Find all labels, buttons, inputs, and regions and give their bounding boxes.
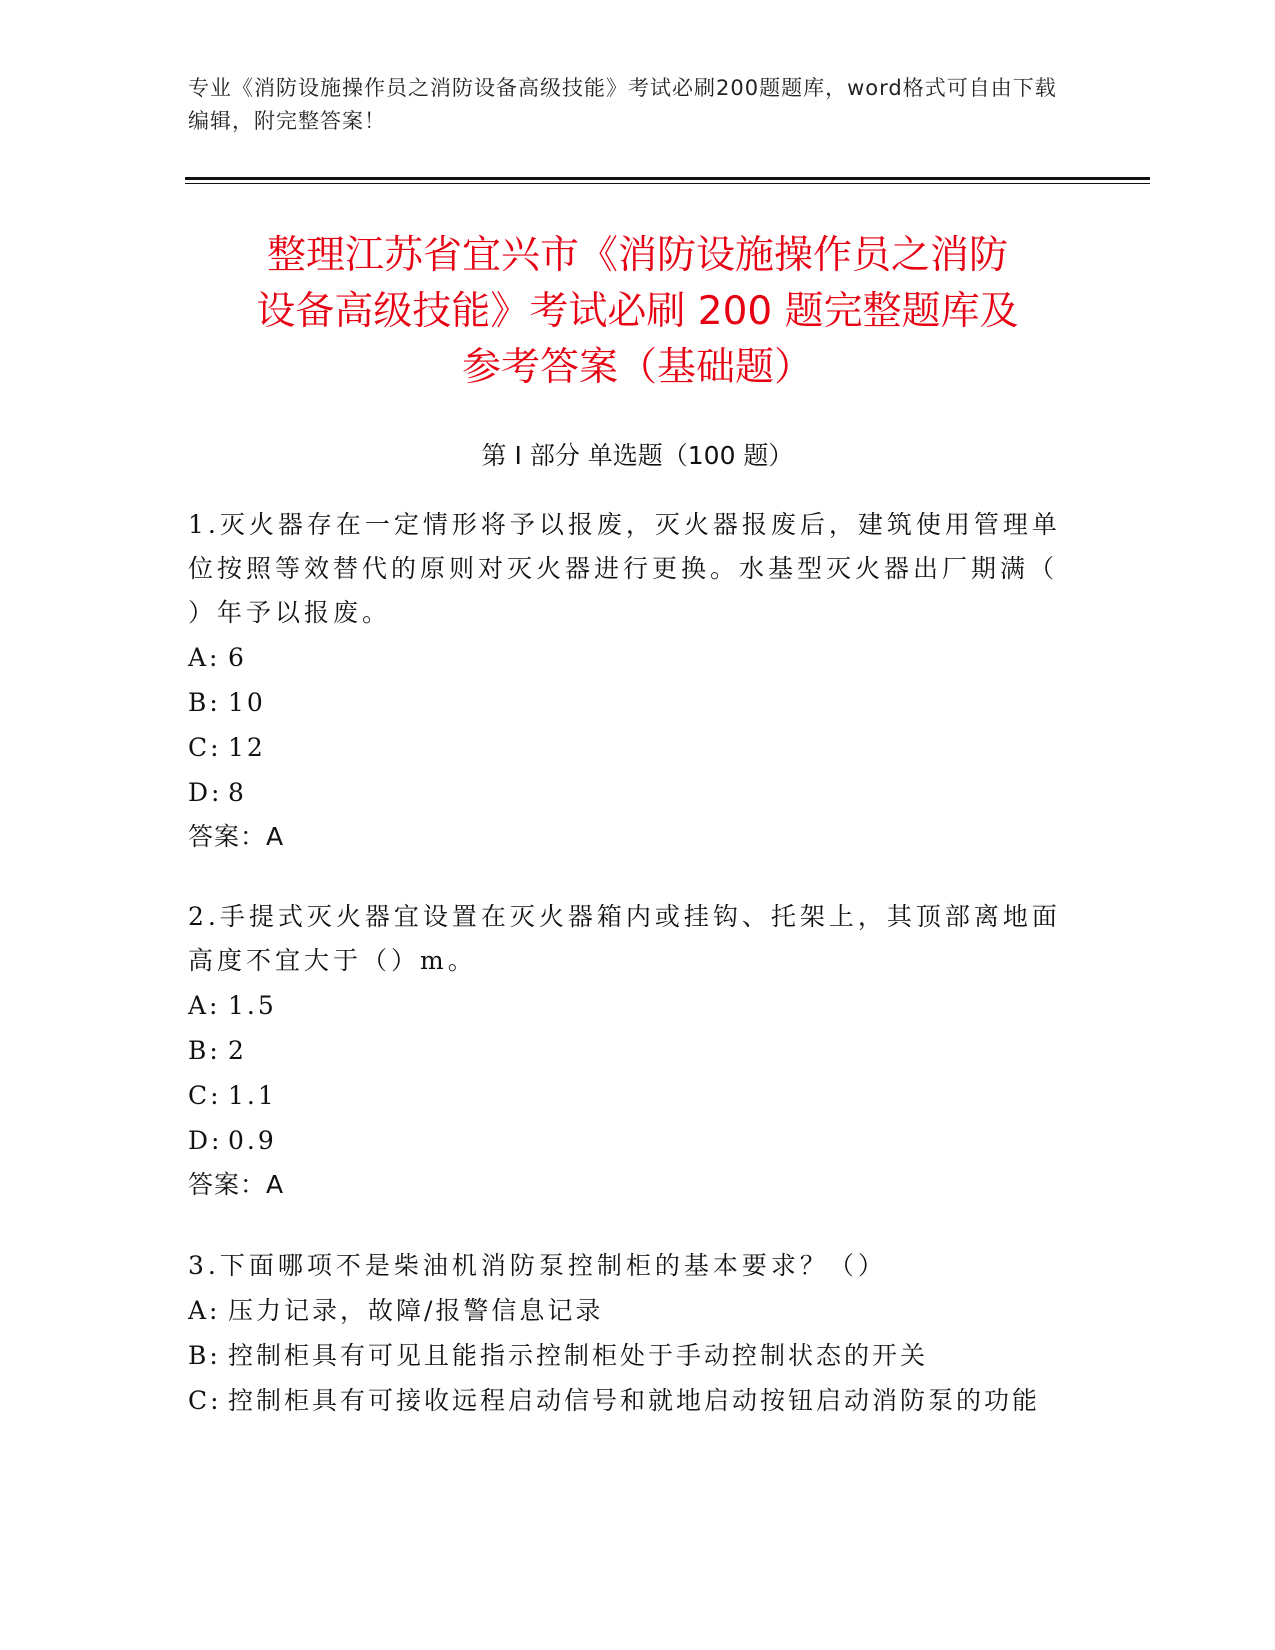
question-stem: 1.灭火器存在一定情形将予以报废，灭火器报废后，建筑使用管理单位按照等效替代的原则对灭火器进行更换。水基型灭火器出厂期满（ ）年予以报废。 [188,510,1061,627]
answer: 答案：A [188,1170,285,1199]
answer: 答案：A [188,822,285,851]
title-line: 参考答案（基础题） [461,345,813,390]
option-a [188,636,1068,680]
document-title [150,228,1125,396]
question-stem: 2.手提式灭火器宜设置在灭火器箱内或挂钩、托架上，其顶部离地面高度不宜大于（）m。 [188,902,1061,975]
header-note: 专业《消防设施操作员之消防设备高级技能》考试必刷200题题库，word格式可自由下载编辑，附完整答案！ [188,76,1057,133]
option-text: 1.1 [228,1081,277,1110]
option-letter: C: [188,1081,222,1110]
header-rule-thick [185,177,1150,180]
option-c [188,1379,1068,1423]
option-letter: C: [188,1386,222,1415]
option-b [188,1029,1068,1073]
title-line: 设备高级技能》考试必刷 200 题完整题库及 [256,289,1019,334]
option-letter: A: [188,1296,221,1325]
header-rule-thin [185,183,1150,184]
option-letter: A: [188,991,221,1020]
option-text: 1.5 [228,991,277,1020]
option-d [188,771,1068,815]
option-text: 控制柜具有可接收远程启动信号和就地启动按钮启动消防泵的功能 [228,1386,1041,1415]
option-text: 8 [228,778,247,807]
title-line: 整理江苏省宜兴市《消防设施操作员之消防 [266,233,1008,278]
section-heading: 第 I 部分 单选题（100 题） [481,441,794,470]
option-letter: D: [188,1126,223,1155]
option-text: 6 [228,643,247,672]
option-text: 10 [228,688,266,717]
option-b [188,681,1068,725]
question-stem: 3.下面哪项不是柴油机消防泵控制柜的基本要求？（） [188,1251,887,1280]
question-3 [188,1244,1068,1423]
option-c [188,726,1068,770]
option-letter: B: [188,1341,221,1370]
option-text: 控制柜具有可见且能指示控制柜处于手动控制状态的开关 [228,1341,929,1370]
option-letter: B: [188,1036,221,1065]
option-letter: C: [188,733,222,762]
option-letter: B: [188,688,221,717]
option-d [188,1119,1068,1163]
option-b [188,1334,1068,1378]
option-a [188,984,1068,1028]
option-a [188,1289,1068,1333]
option-letter: A: [188,643,221,672]
option-c [188,1074,1068,1118]
question-1 [188,503,1068,859]
option-text: 0.9 [228,1126,277,1155]
option-text: 2 [228,1036,247,1065]
option-letter: D: [188,778,223,807]
option-text: 12 [228,733,266,762]
option-text: 压力记录，故障/报警信息记录 [228,1296,604,1325]
question-2 [188,895,1068,1207]
